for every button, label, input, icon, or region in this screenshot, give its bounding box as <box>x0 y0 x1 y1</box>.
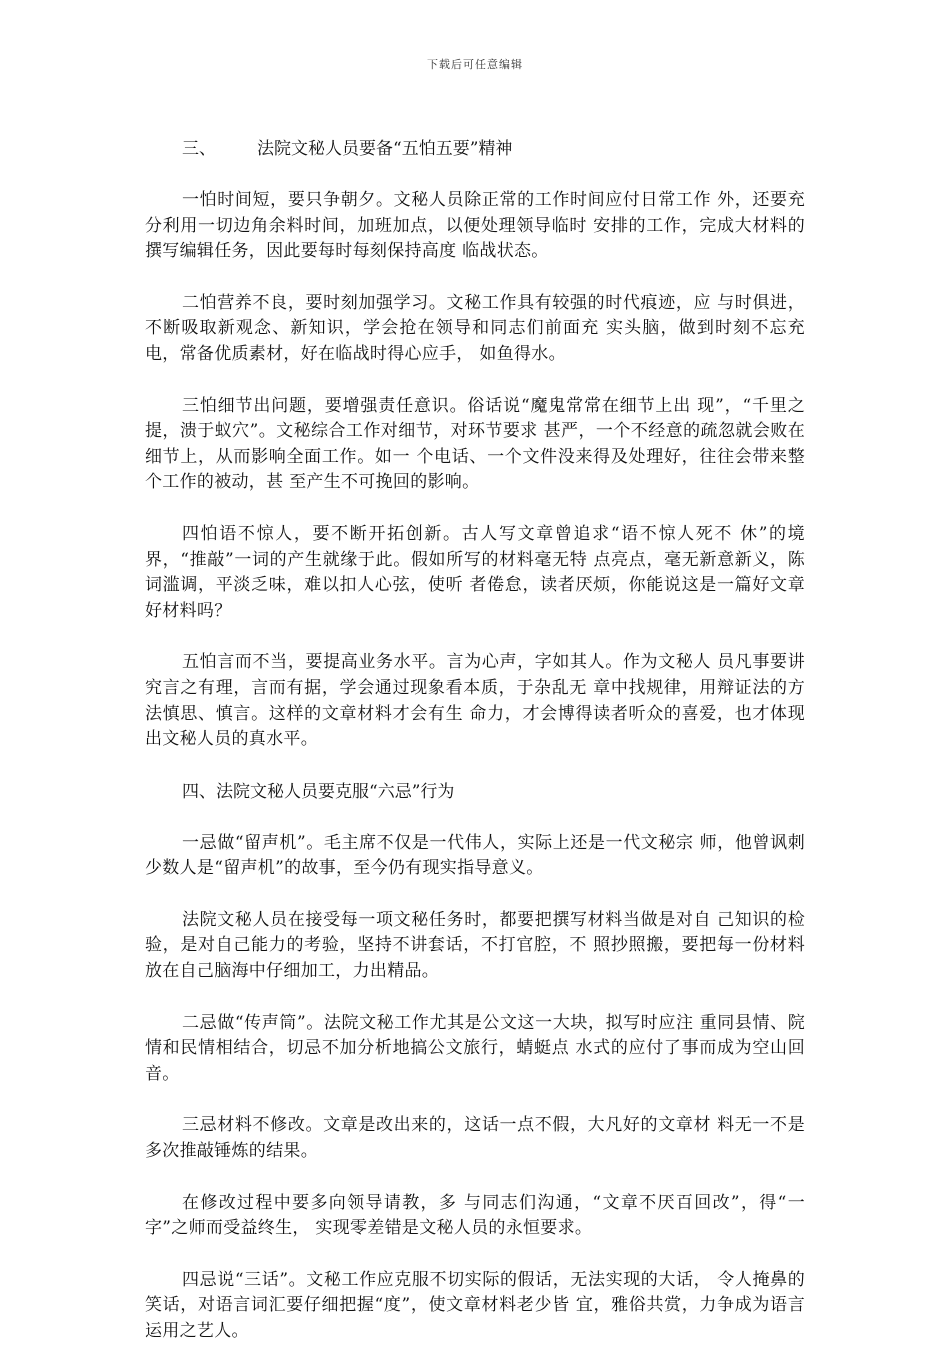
section-3-title: 法院文秘人员要备“五怕五要”精神 <box>257 139 513 159</box>
section-3-paragraph-2: 二怕营养不良，要时刻加强学习。文秘工作具有较强的时代痕迹，应 与时俱进，不断吸取新观念、新知识，学会抢在领导和同志们前面充 实头脑，做到时刻不忘充电，常备优质素材，好在临战时得心应手， 如鱼得水。 <box>145 292 805 364</box>
section-4-paragraph-3: 二忌做“传声筒”。法院文秘工作尤其是公文这一大块，拟写时应注 重同县情、院情和民情相结合，切忌不加分析地搞公文旅行，蜻蜓点 水式的应付了事而成为空山回音。 <box>145 1012 805 1084</box>
section-4-paragraph-5: 在修改过程中要多向领导请教，多 与同志们沟通，“文章不厌百回改”，得“一字”之师而受益终生， 实现零差错是文秘人员的永恒要求。 <box>145 1192 805 1239</box>
section-3-paragraph-5: 五怕言而不当，要提高业务水平。言为心声，字如其人。作为文秘人 员凡事要讲究言之有理，言而有据，学会通过现象看本质，于杂乱无 章中找规律，用辩证法的方法慎思、慎言。这样的文章材料才会有生 命力，才会博得读者听众的喜爱，也才体现出文秘人员的真水平。 <box>145 652 805 750</box>
section-4-heading: 四、法院文秘人员要克服“六忌”行为 <box>182 781 455 802</box>
section-3-paragraph-4: 四怕语不惊人，要不断开拓创新。古人写文章曾追求“语不惊人死不 休”的境界，“推敲”一词的产生就缘于此。假如所写的材料毫无特 点亮点，毫无新意新义，陈词滥调，平淡乏味，难以扣人心弦，使听 者倦怠，读者厌烦，你能说这是一篇好文章好材料吗？ <box>145 523 805 621</box>
section-4-paragraph-6: 四忌说“三话”。文秘工作应克服不切实际的假话，无法实现的大话， 令人掩鼻的笑话，对语言词汇要仔细把握“度”，使文章材料老少皆 宜，雅俗共赏，力争成为语言运用之艺人。 <box>145 1269 805 1341</box>
section-3-number: 三、 <box>182 139 216 159</box>
section-3-heading <box>145 136 805 162</box>
section-4-paragraph-1: 一忌做“留声机”。毛主席不仅是一代伟人，实际上还是一代文秘宗 师，他曾讽刺少数人是“留声机”的故事，至今仍有现实指导意义。 <box>145 832 805 879</box>
page-header-note: 下载后可任意编辑 <box>427 58 523 71</box>
section-3-paragraph-1: 一怕时间短，要只争朝夕。文秘人员除正常的工作时间应付日常工作 外，还要充分利用一切边角余料时间，加班加点，以便处理领导临时 安排的工作，完成大材料的撰写编辑任务，因此要每时每刻保持高度 临战状态。 <box>145 190 805 262</box>
section-3-paragraph-3: 三怕细节出问题，要增强责任意识。俗话说“魔鬼常常在细节上出 现”，“千里之提，溃于蚁穴”。文秘综合工作对细节，对环节要求 甚严，一个不经意的疏忽就会败在细节上，从而影响全面工作。如一 个电话、一个文件没来得及处理好，往往会带来整个工作的被动，甚 至产生不可挽回的影响。 <box>145 395 805 493</box>
section-4-paragraph-4: 三忌材料不修改。文章是改出来的，这话一点不假，大凡好的文章材 料无一不是多次推敲锤炼的结果。 <box>145 1115 805 1162</box>
section-4-paragraph-2: 法院文秘人员在接受每一项文秘任务时，都要把撰写材料当做是对自 己知识的检验，是对自己能力的考验，坚持不讲套话，不打官腔，不 照抄照搬，要把每一份材料放在自己脑海中仔细加工，力出精品。 <box>145 909 805 982</box>
document-body <box>145 136 805 1371</box>
